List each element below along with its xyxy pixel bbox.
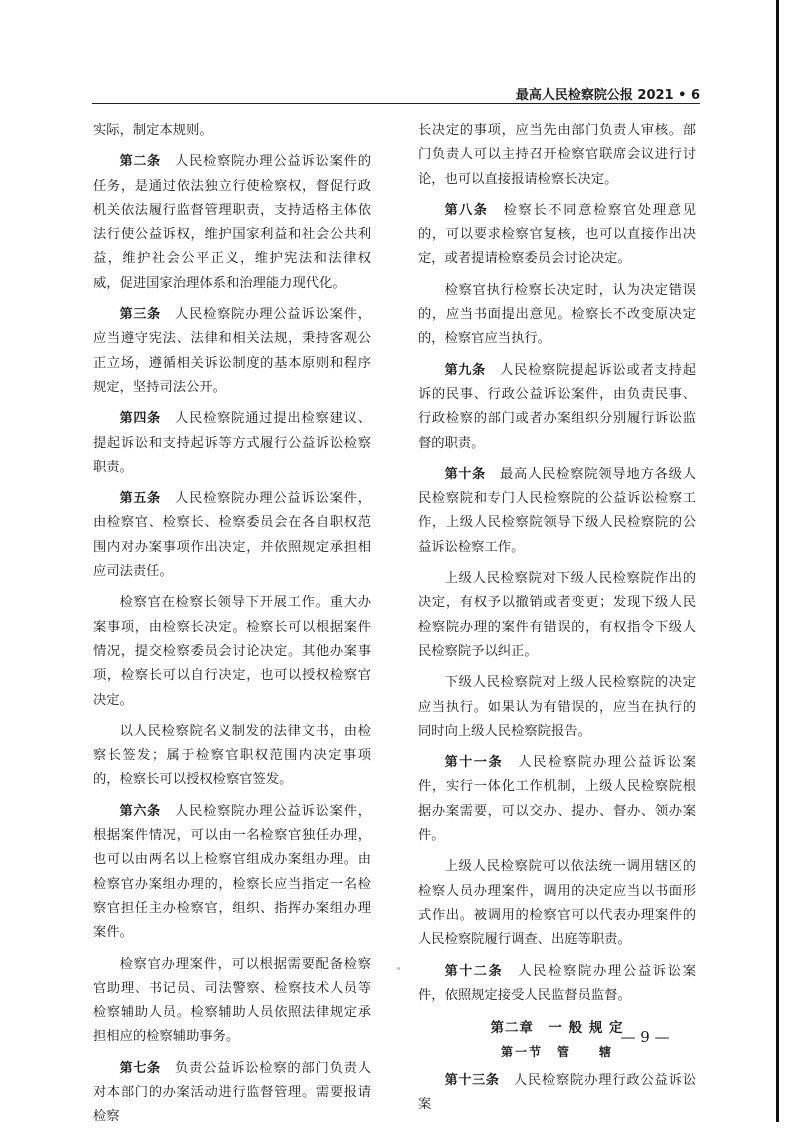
paragraph xyxy=(418,960,696,1009)
left-column xyxy=(93,119,371,1137)
paragraph xyxy=(418,567,696,664)
paragraph xyxy=(93,1057,371,1130)
article-number: 第九条 xyxy=(444,362,486,378)
page-edge-line xyxy=(776,0,779,1122)
paragraph-text: 人民检察院办理公益诉讼案件，根据案件情况，可以由一名检察官独任办理，也可以由两名以上检察官组成办案组办理。由检察官办案组办理的，检察长应当指定一名检察官担任主办检察官，组织、指挥办案组办理案件。 xyxy=(93,803,372,941)
paragraph-text: 检察官在检察长领导下开展工作。重大办案事项，由检察长决定。检察长可以根据案件情况，提交检察委员会讨论决定。其他办案事项，检察长可以自行决定，也可以授权检察官决定。 xyxy=(93,595,371,708)
paragraph-text: 长决定的事项，应当先由部门负责人审核。部门负责人可以主持召开检察官联席会议进行讨论，也可以直接报请检察长决定。 xyxy=(418,123,696,187)
article-number: 第十一条 xyxy=(444,755,504,771)
paragraph xyxy=(93,720,371,793)
article-number: 第八条 xyxy=(444,202,489,218)
paragraph xyxy=(93,800,371,946)
running-header: 最高人民检察院公报 2021 • 6 xyxy=(515,88,700,103)
paragraph-text: 人民检察院通过提出检察建议、提起诉讼和支持起诉等方式履行公益诉讼检察职责。 xyxy=(93,411,372,475)
paragraph-text: 人民检察院办理公益诉讼案件，依照规定接受人民监督员监督。 xyxy=(418,963,697,1003)
paragraph xyxy=(418,751,696,848)
chapter-heading: 第二章 一 般 规 定 xyxy=(490,1020,624,1037)
article-number: 第六条 xyxy=(119,803,161,819)
paragraph xyxy=(418,359,696,456)
article-number: 第三条 xyxy=(119,307,161,323)
paragraph xyxy=(93,953,371,1050)
paragraph xyxy=(93,303,371,400)
article-number: 第四条 xyxy=(119,411,161,427)
article-number: 第十条 xyxy=(444,466,486,482)
paragraph xyxy=(93,487,371,584)
paragraph xyxy=(418,279,696,352)
paragraph-text: 人民检察院办理公益诉讼案件，应当遵守宪法、法律和相关法规，秉持客观公正立场，遵循相关诉讼制度的基本原则和程序规定，坚持司法公开。 xyxy=(93,307,372,395)
paragraph xyxy=(418,463,696,560)
paragraph-article-13 xyxy=(418,1069,696,1118)
paragraph-text: 检察长不同意检察官处理意见的，可以要求检察官复核，也可以直接作出决定，或者提请检察委员会讨论决定。 xyxy=(418,202,696,267)
paragraph xyxy=(418,199,696,272)
paragraph-text: 检察官执行检察长决定时，认为决定错误的，应当书面提出意见。检察长不改变原决定的，检察官应当执行。 xyxy=(418,282,696,347)
article-number: 第五条 xyxy=(119,491,161,507)
paragraph-text: 检察官办理案件，可以根据需要配备检察官助理、书记员、司法警察、检察技术人员等检察辅助人员。检察辅助人员依照法律规定承担相应的检察辅助事务。 xyxy=(93,956,371,1045)
paragraph-text: 以人民检察院名义制发的法律文书，由检察长签发；属于检察官职权范围内决定事项的，检察长可以授权检察官签发。 xyxy=(93,723,371,788)
paragraph-text: 人民检察院办理公益诉讼案件，由检察官、检察长、检察委员会在各自职权范围内对办案事项作出决定，并依照规定承担相应司法责任。 xyxy=(93,491,372,580)
paragraph-text: 人民检察院办理公益诉讼案件的任务，是通过依法独立行使检察权，督促行政机关依法履行监督管理职责，支持适格主体依法行使公益诉权，维护国家利益和社会公共利益，维护社会公平正义，维护宪法和法律权威，促进国家治理体系和治理能力现代化。 xyxy=(93,154,372,291)
paragraph xyxy=(93,407,371,480)
article-number: 第七条 xyxy=(119,1060,161,1076)
right-column xyxy=(418,119,696,1124)
paragraph xyxy=(418,119,696,192)
paragraph-text: 人民检察院办理行政公益诉讼案 xyxy=(418,1072,696,1112)
paragraph-text: 上级人民检察院对下级人民检察院作出的决定，有权予以撤销或者变更；发现下级人民检察院办理的案件有错误的，有权指令下级人民检察院予以纠正。 xyxy=(418,571,696,659)
paragraph-text: 人民检察院提起诉讼或者支持起诉的民事、行政公益诉讼案件，由负责民事、行政检察的部门或者办案组织分别履行诉讼监督的职责。 xyxy=(418,362,697,451)
page-number: — 9 — xyxy=(620,1028,670,1046)
section-heading: 第一节 管 辖 xyxy=(500,1045,613,1060)
header-rule xyxy=(92,103,700,104)
article-number: 第二条 xyxy=(119,154,161,170)
paragraph xyxy=(418,671,696,744)
paragraph-text: 上级人民检察院可以依法统一调用辖区的检察人员办理案件，调用的决定应当以书面形式作出。被调用的检察官可以代表办理案件的人民检察院履行调查、出庭等职责。 xyxy=(418,859,696,948)
article-number: 第十二条 xyxy=(444,963,504,979)
paragraph xyxy=(418,855,696,952)
paragraph-text: 负责公益诉讼检察的部门负责人对本部门的办案活动进行监督管理。需要报请检察 xyxy=(93,1060,372,1125)
paragraph xyxy=(93,119,371,143)
paragraph xyxy=(93,591,371,712)
paragraph-text: 人民检察院办理公益诉讼案件，实行一体化工作机制，上级人民检察院根据办案需要，可以交办、提办、督办、领办案件。 xyxy=(418,755,697,844)
paragraph-text: 下级人民检察院对上级人民检察院的决定应当执行。如果认为有错误的，应当在执行的同时向上级人民检察院报告。 xyxy=(418,675,696,739)
paragraph-text: 实际，制定本规则。 xyxy=(93,123,213,138)
scan-mark xyxy=(397,967,400,970)
paragraph-text: 最高人民检察院领导地方各级人民检察院和专门人民检察院的公益诉讼检察工作，上级人民检察院领导下级人民检察院的公益诉讼检察工作。 xyxy=(418,466,697,555)
article-number: 第十三条 xyxy=(444,1072,500,1088)
paragraph xyxy=(93,150,371,296)
